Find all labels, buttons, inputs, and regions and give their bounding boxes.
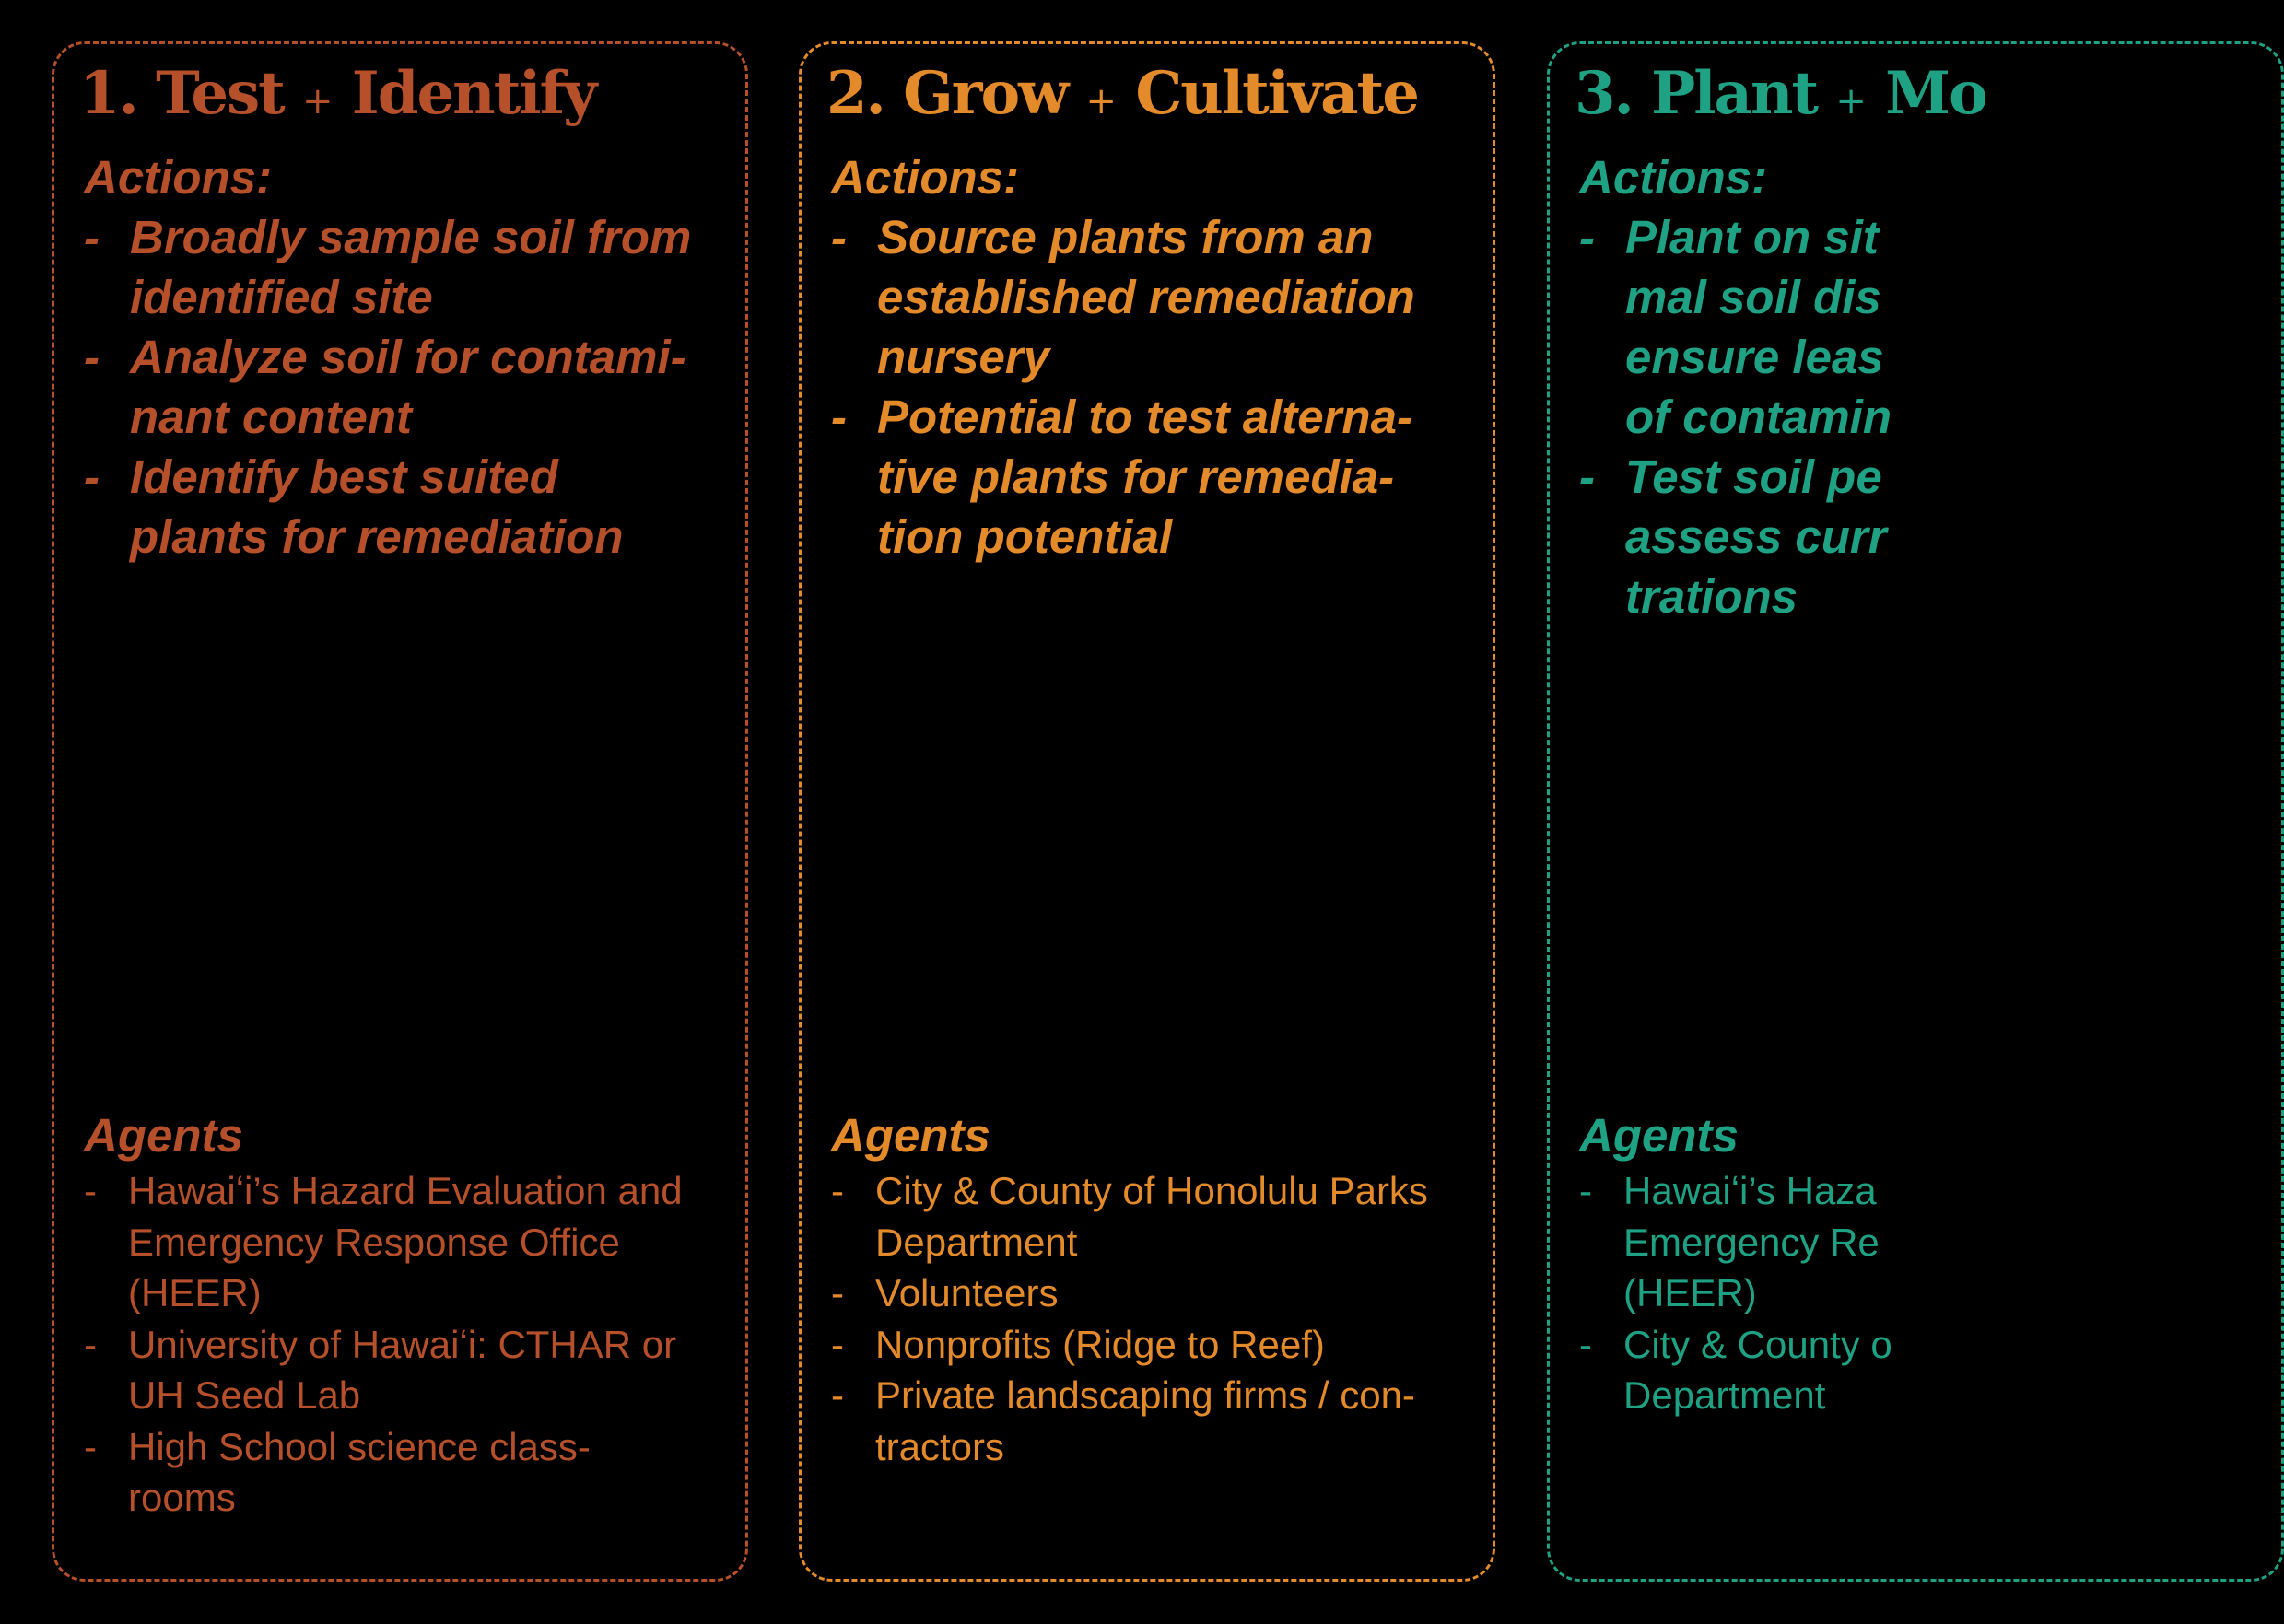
title-part-b: Mo	[1885, 59, 1986, 128]
bullet-dash: -	[831, 211, 847, 263]
bullet-dash: -	[831, 1271, 844, 1314]
bullet-dash: -	[84, 211, 100, 263]
action-item: - Plant on sit mal soil dis ensure leas of contamin	[1579, 207, 2243, 447]
action-item: - Potential to test alterna- tive plants for remedia- tion potential	[831, 387, 1494, 567]
plus-sign: +	[301, 80, 334, 123]
title-part-a: Test	[156, 59, 284, 128]
agent-item: - Private landscaping firms / con- tractors	[831, 1370, 1531, 1472]
step-number: 3.	[1575, 59, 1633, 128]
step-number: 1.	[79, 59, 137, 128]
bullet-dash: -	[84, 1322, 97, 1366]
bullet-dash: -	[1579, 450, 1595, 503]
card-title	[826, 59, 1418, 128]
actions-section	[1579, 147, 2243, 626]
actions-heading: Actions:	[84, 151, 272, 204]
actions-list	[84, 207, 747, 567]
agent-item: - Hawaiʻi’s Haza Emergency Re (HEER)	[1579, 1165, 2279, 1319]
title-part-a: Grow	[903, 59, 1068, 128]
step-card-grow-cultivate	[799, 41, 1495, 1582]
actions-heading: Actions:	[831, 151, 1019, 204]
agent-item: - University of Hawaiʻi: CTHAR or UH Seed Lab	[84, 1319, 784, 1421]
bullet-dash: -	[1579, 211, 1595, 263]
agent-item: - Volunteers	[831, 1268, 1531, 1319]
action-item: - Test soil pe assess curr trations	[1579, 447, 2243, 626]
title-part-a: Plant	[1651, 59, 1818, 128]
agent-item: - City & County o Department	[1579, 1319, 2279, 1421]
action-item: - Analyze soil for contami- nant content	[84, 327, 747, 447]
action-item: - Broadly sample soil from identified site	[84, 207, 747, 327]
agent-item: - City & County of Honolulu Parks Department	[831, 1165, 1531, 1268]
agent-item: - Hawaiʻi’s Hazard Evaluation and Emergency Response Office (HEER)	[84, 1165, 784, 1319]
agents-heading: Agents	[831, 1109, 990, 1162]
bullet-dash: -	[831, 391, 847, 443]
bullet-dash: -	[1579, 1322, 1592, 1366]
plus-sign: +	[1085, 80, 1118, 123]
step-card-test-identify	[52, 41, 748, 1582]
bullet-dash: -	[84, 331, 100, 383]
bullet-dash: -	[1579, 1169, 1592, 1212]
bullet-dash: -	[84, 450, 100, 503]
bullet-dash: -	[84, 1424, 97, 1468]
card-title	[79, 59, 595, 128]
bullet-dash: -	[831, 1322, 844, 1366]
agents-section	[84, 1108, 784, 1524]
bullet-dash: -	[84, 1169, 97, 1212]
card-title	[1575, 59, 1986, 128]
bullet-dash: -	[831, 1373, 844, 1417]
agents-section	[1579, 1108, 2279, 1421]
title-part-b: Identify	[351, 59, 596, 128]
agents-heading: Agents	[84, 1109, 243, 1162]
title-part-b: Cultivate	[1135, 59, 1418, 128]
agents-list	[831, 1165, 1531, 1472]
actions-section	[831, 147, 1494, 567]
agent-item: - High School science class- rooms	[84, 1421, 784, 1524]
action-item: - Source plants from an established remediation nursery	[831, 207, 1494, 387]
plus-sign: +	[1835, 80, 1867, 123]
step-card-plant-monitor	[1547, 41, 2284, 1582]
actions-list	[831, 207, 1494, 567]
agents-list	[1579, 1165, 2279, 1421]
action-item: - Identify best suited plants for remediation	[84, 447, 747, 567]
agents-section	[831, 1108, 1531, 1472]
actions-list	[1579, 207, 2243, 626]
step-number: 2.	[826, 59, 884, 128]
agents-list	[84, 1165, 784, 1524]
actions-section	[84, 147, 747, 567]
bullet-dash: -	[831, 1169, 844, 1212]
actions-heading: Actions:	[1579, 151, 1767, 204]
agents-heading: Agents	[1579, 1109, 1739, 1162]
agent-item: - Nonprofits (Ridge to Reef)	[831, 1319, 1531, 1371]
